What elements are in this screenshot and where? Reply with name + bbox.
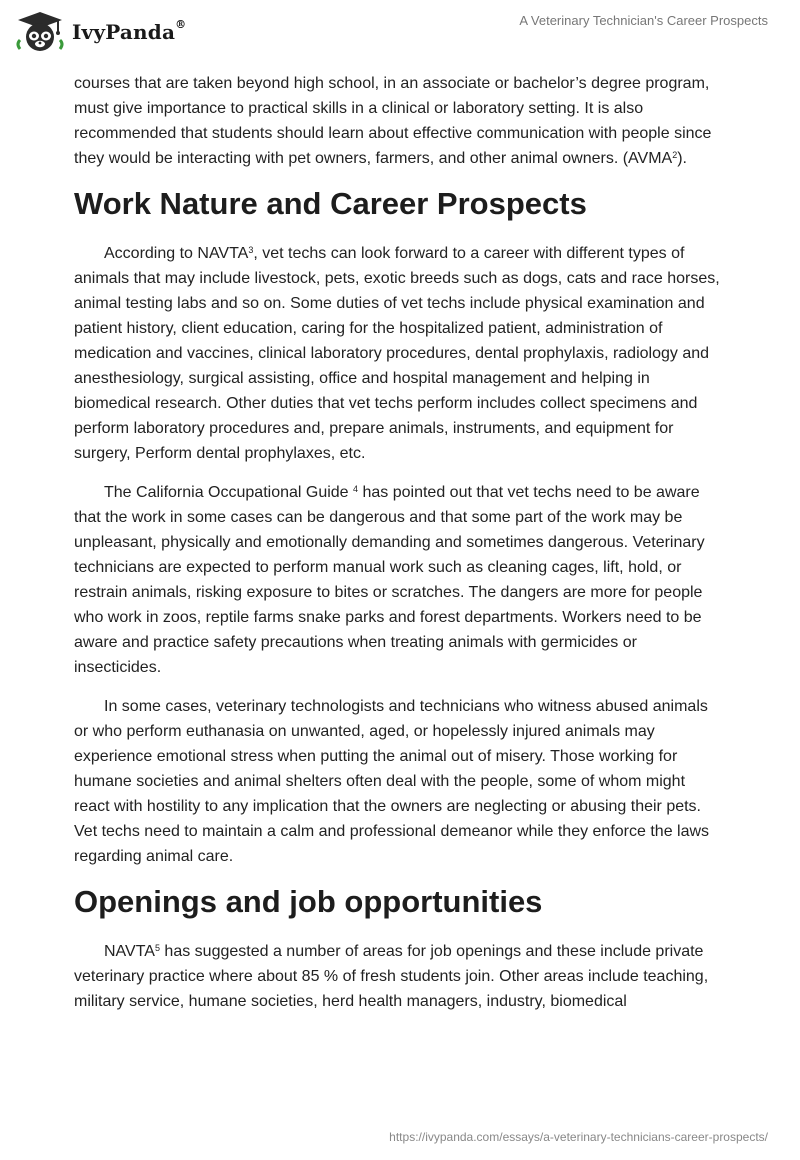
page-header <box>0 0 800 64</box>
paragraph-job-openings: NAVTA$^5$ has suggested a number of areas for job openings and these include private veterinary practice where about 85 % of fresh students join. Other areas include teaching, military service, humane societies, herd health managers, industry, biomedical <box>74 943 709 1010</box>
paragraph-intro: courses that are taken beyond high school, in an associate or bachelor’s degree program, must give importance to practical skills in a clinical or laboratory setting. It is also recommended that students should learn about effective communication with people since they would be interacting with pet owners, farmers, and other animal owners. (AVMA$^2$). <box>74 75 712 167</box>
footnote-ref-3[interactable]: 3 <box>248 245 254 255</box>
essay-body <box>74 71 724 1028</box>
panda-graduate-icon <box>14 10 66 54</box>
footnote-ref-2[interactable]: 2 <box>672 150 678 160</box>
brand-name: IvyPanda® <box>72 18 187 44</box>
heading-openings: Openings and job opportunities <box>74 884 543 919</box>
source-url[interactable]: https://ivypanda.com/essays/a-veterinary-technicians-career-prospects/ <box>389 1130 768 1144</box>
heading-work-nature: Work Nature and Career Prospects <box>74 186 587 221</box>
paragraph-navta-duties: According to NAVTA$^3$, vet techs can look forward to a career with different types of animals that may include livestock, pets, exotic breeds such as dogs, cats and race horses, animal testing labs and so on. Some duties of vet techs include physical examination and patient history, client education, caring for the hospitalized patient, administration of medication and vaccines, clinical laboratory procedures, dental prophylaxis, radiology and anesthesiology, surgical assisting, office and hospital management and helping in biomedical research. Other duties that vet techs perform includes collect specimens and perform laboratory procedures and, prepare animals, instruments, and equipment for surgery, Perform dental prophylaxes, etc. <box>74 245 720 462</box>
document-title: A Veterinary Technician's Career Prospects <box>519 13 768 28</box>
footnote-ref-5[interactable]: 5 <box>154 943 160 953</box>
paragraph-california-guide: The California Occupational Guide $^4$ has pointed out that vet techs need to be aware that the work in some cases can be dangerous and that some part of the work may be unpleasant, physically and emotionally demanding and sometimes dangerous. Veterinary technicians are expected to perform manual work such as cleaning cages, lift, hold, or restrain animals, risking exposure to bites or scratches. The dangers are more for people who work in zoos, reptile farms snake parks and forest departments. Workers need to be aware and practice safety precautions when treating animals with germicides or insecticides. <box>74 484 705 676</box>
footnote-ref-4[interactable]: 4 <box>353 484 359 494</box>
paragraph-emotional-stress: In some cases, veterinary technologists and technicians who witness abused animals or who perform euthanasia on unwanted, aged, or hopelessly injured animals may experience emotional stress when putting the animal out of misery. Those working for humane societies and animal shelters often deal with the people, some of whom might react with hostility to any implication that the owners are neglecting or abusing their pets. Vet techs need to maintain a calm and professional demeanor while they enforce the laws regarding animal care. <box>74 698 710 865</box>
logo[interactable] <box>14 10 186 54</box>
